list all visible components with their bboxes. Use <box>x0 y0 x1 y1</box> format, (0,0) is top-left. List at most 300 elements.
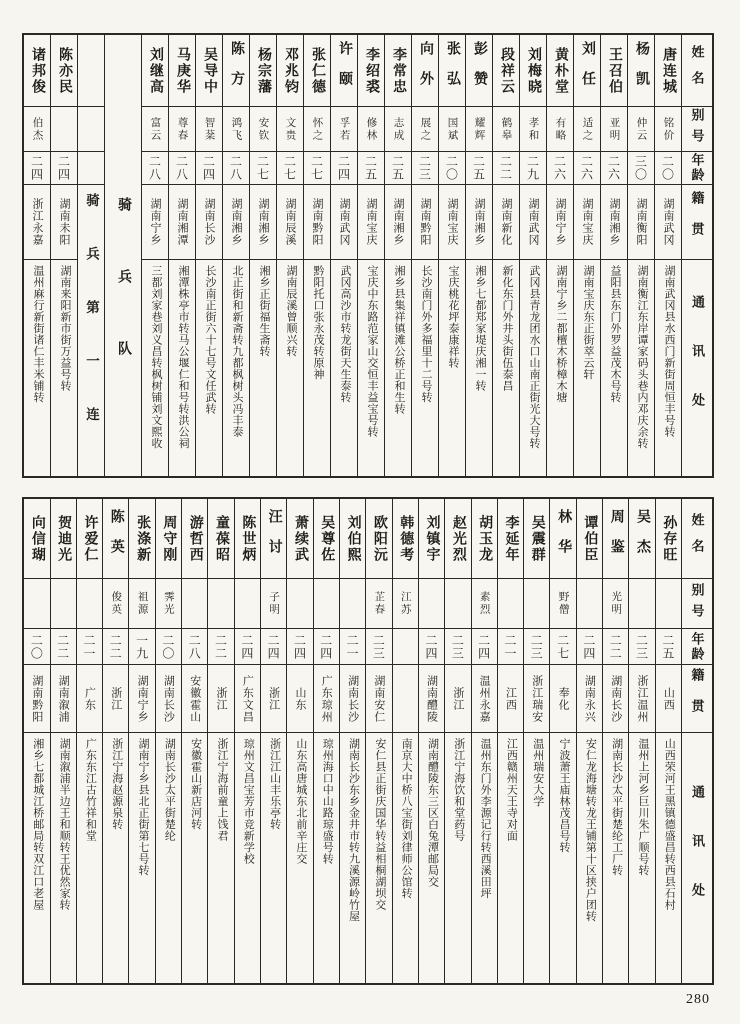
empty-cell <box>78 152 104 185</box>
age-cell: 二二 <box>493 152 519 185</box>
native-cell: 广东 <box>77 665 102 733</box>
header-column <box>681 499 712 983</box>
name-cell: 杨凯 <box>628 35 654 107</box>
empty-cell <box>78 107 104 152</box>
contact-cell: 新化东门外井头街伍泰昌 <box>500 265 513 392</box>
entry-column <box>384 35 411 476</box>
alias-cell <box>629 579 654 629</box>
contact-cell: 琼州海口中山路琼盛号转 <box>321 738 334 865</box>
contact-cell: 宁波萧王庙林茂昌号转 <box>558 738 571 853</box>
age-cell: 二一 <box>340 629 365 665</box>
alias-cell <box>24 579 49 629</box>
age-cell: 二四 <box>51 152 77 185</box>
alias-cell: 光明 <box>603 579 628 629</box>
alias-cell <box>182 579 207 629</box>
name-cell: 张涤新 <box>129 499 154 579</box>
age-cell: 二〇 <box>156 629 181 665</box>
contact-cell: 长沙南门外多福里十二号转 <box>419 265 432 403</box>
name-cell: 李绍裘 <box>358 35 384 107</box>
alias-cell <box>51 107 77 152</box>
age-cell: 二五 <box>656 629 681 665</box>
age-cell: 二四 <box>235 629 260 665</box>
age-cell: 二七 <box>550 629 575 665</box>
name-cell: 张仁德 <box>304 35 330 107</box>
alias-cell <box>340 579 365 629</box>
name-cell: 刘梅晓 <box>520 35 546 107</box>
alias-cell: 芷春 <box>366 579 391 629</box>
native-cell: 广东文昌 <box>235 665 260 733</box>
native-cell: 浙江瑞安 <box>524 665 549 733</box>
contact-cell: 温州东门外李源记行转西溪田坪 <box>479 738 492 899</box>
name-cell: 段祥云 <box>493 35 519 107</box>
native-cell: 湖南辰溪 <box>277 185 303 260</box>
contact-cell: 温州瑞安大学 <box>531 738 544 807</box>
native-cell: 湖南湘乡 <box>466 185 492 260</box>
name-cell: 周守刚 <box>156 499 181 579</box>
name-cell: 刘任 <box>574 35 600 107</box>
column-header-native: 籍贯 <box>682 185 712 260</box>
native-cell: 湖南宝庆 <box>439 185 465 260</box>
alias-cell <box>208 579 233 629</box>
alias-cell <box>524 579 549 629</box>
contact-cell: 安徽霍山新店河转 <box>189 738 202 830</box>
native-cell: 江西 <box>498 665 523 733</box>
contact-cell: 黔阳托口张永茂转原神 <box>311 265 324 380</box>
entry-column <box>418 499 444 983</box>
column-header-contact: 通讯处 <box>690 784 706 932</box>
native-cell: 浙江温州 <box>629 665 654 733</box>
name-cell: 贺迪光 <box>51 499 76 579</box>
alias-cell <box>287 579 312 629</box>
name-cell: 黄朴堂 <box>547 35 573 107</box>
entry-column <box>207 499 233 983</box>
entry-column <box>181 499 207 983</box>
age-cell: 二六 <box>574 152 600 185</box>
native-cell: 湖南湘乡 <box>385 185 411 260</box>
entry-column <box>438 35 465 476</box>
alias-cell: 富云 <box>142 107 168 152</box>
native-cell: 湖南黔阳 <box>304 185 330 260</box>
alias-cell: 霁光 <box>156 579 181 629</box>
column-header-alias: 别号 <box>682 107 712 152</box>
name-cell: 陈英 <box>103 499 128 579</box>
entry-column <box>365 499 391 983</box>
contact-cell: 湖南溆浦半边王和顺转王优然家转 <box>58 738 71 911</box>
alias-cell: 文贵 <box>277 107 303 152</box>
native-cell: 广东琼州 <box>314 665 339 733</box>
name-cell: 马庚华 <box>169 35 195 107</box>
contact-cell: 湖南来阳新市街万益号转 <box>58 265 71 392</box>
entry-column <box>576 499 602 983</box>
name-cell: 林华 <box>550 499 575 579</box>
alias-cell: 鸿飞 <box>223 107 249 152</box>
alias-cell <box>235 579 260 629</box>
contact-cell: 浙江宁海赵源泉转 <box>110 738 123 830</box>
name-cell: 王召伯 <box>601 35 627 107</box>
alias-cell: 野僧 <box>550 579 575 629</box>
contact-cell: 长沙南正街六十七号文任武转 <box>203 265 216 415</box>
native-cell: 湖南宁乡 <box>142 185 168 260</box>
name-cell: 吴尊佐 <box>314 499 339 579</box>
contact-cell: 山西荣河王黑镇德盛昌转西县石村 <box>663 738 676 911</box>
contact-cell: 湖南长沙太平街楚纶 <box>163 738 176 842</box>
name-cell: 杨宗藩 <box>250 35 276 107</box>
contact-cell: 湖南长沙太平街楚纶工厂转 <box>610 738 623 876</box>
alias-cell: 素烈 <box>472 579 497 629</box>
age-cell: 二一 <box>77 629 102 665</box>
native-cell: 湖南醴陵 <box>419 665 444 733</box>
age-cell: 二三 <box>366 629 391 665</box>
age-cell: 二二 <box>51 629 76 665</box>
contact-cell: 浙江宁海饮和堂药号 <box>452 738 465 842</box>
entry-column <box>76 499 102 983</box>
age-cell: 二二 <box>103 629 128 665</box>
entry-column <box>444 499 470 983</box>
native-cell: 浙江 <box>261 665 286 733</box>
contact-cell: 广东东江古竹祥和堂 <box>84 738 97 842</box>
alias-cell <box>498 579 523 629</box>
name-cell: 游哲西 <box>182 499 207 579</box>
entry-column <box>411 35 438 476</box>
name-cell: 陈亦民 <box>51 35 77 107</box>
empty-cell <box>78 35 104 107</box>
entry-column <box>600 35 627 476</box>
alias-cell: 亚明 <box>601 107 627 152</box>
entry-column <box>573 35 600 476</box>
age-cell: 二一 <box>498 629 523 665</box>
alias-cell: 江苏 <box>393 579 418 629</box>
contact-cell: 湖南宁乡县北正街第七号转 <box>137 738 150 876</box>
age-cell: 二五 <box>466 152 492 185</box>
contact-cell: 湘潭株亭市转马公堰仁和号转洪公祠 <box>176 265 189 449</box>
contact-cell: 宝庆桃花坪泰康祥转 <box>446 265 459 369</box>
column-header-name: 姓名 <box>682 499 712 579</box>
entry-column <box>465 35 492 476</box>
entry-column <box>303 35 330 476</box>
age-cell: 二四 <box>577 629 602 665</box>
contact-cell: 湖南衡江东岸谭家码头巷内邓庆余转 <box>635 265 648 449</box>
contact-cell: 湖南辰溪曾顺兴转 <box>284 265 297 357</box>
age-cell: 二九 <box>520 152 546 185</box>
entry-column <box>50 499 76 983</box>
age-cell: 二四 <box>331 152 357 185</box>
entry-column <box>222 35 249 476</box>
entry-column <box>497 499 523 983</box>
entry-column <box>128 499 154 983</box>
alias-cell: 展之 <box>412 107 438 152</box>
age-cell: 二二 <box>208 629 233 665</box>
directory-table-bottom <box>22 497 714 985</box>
native-cell: 湖南武冈 <box>520 185 546 260</box>
age-cell: 二〇 <box>439 152 465 185</box>
age-cell: 二六 <box>547 152 573 185</box>
alias-cell: 有略 <box>547 107 573 152</box>
native-cell: 湖南湘乡 <box>223 185 249 260</box>
native-cell: 温州永嘉 <box>472 665 497 733</box>
name-cell: 张弘 <box>439 35 465 107</box>
age-cell: 二三 <box>445 629 470 665</box>
native-cell: 湖南永兴 <box>577 665 602 733</box>
name-cell: 胡玉龙 <box>472 499 497 579</box>
name-cell: 许爱仁 <box>77 499 102 579</box>
alias-cell: 祖源 <box>129 579 154 629</box>
entry-column <box>392 499 418 983</box>
native-cell: 湖南长沙 <box>603 665 628 733</box>
alias-cell: 铭价 <box>655 107 681 152</box>
native-cell: 浙江 <box>103 665 128 733</box>
native-cell: 湖南宁乡 <box>547 185 573 260</box>
native-cell: 湖南新化 <box>493 185 519 260</box>
name-cell: 谭伯臣 <box>577 499 602 579</box>
entry-column <box>168 35 195 476</box>
entry-column <box>155 499 181 983</box>
name-cell: 李常忠 <box>385 35 411 107</box>
entry-column <box>523 499 549 983</box>
native-cell: 湖南未阳 <box>51 185 77 260</box>
native-cell: 湖南长沙 <box>340 665 365 733</box>
age-cell: 二三 <box>629 629 654 665</box>
age-cell: 二八 <box>182 629 207 665</box>
entry-column <box>627 35 654 476</box>
entry-column <box>339 499 365 983</box>
name-cell: 向信瑚 <box>24 499 49 579</box>
contact-cell: 琼州文昌宝芳市竞新学校 <box>242 738 255 865</box>
native-cell: 湖南溆浦 <box>51 665 76 733</box>
name-cell: 唐连城 <box>655 35 681 107</box>
column-header-age: 年龄 <box>682 152 712 185</box>
name-cell: 汪讨 <box>261 499 286 579</box>
alias-cell: 适之 <box>574 107 600 152</box>
alias-cell: 鹤皋 <box>493 107 519 152</box>
age-cell: 二〇 <box>24 629 49 665</box>
alias-cell: 伯杰 <box>24 107 50 152</box>
column-header-age: 年龄 <box>682 629 712 665</box>
name-cell: 欧阳沅 <box>366 499 391 579</box>
entry-column <box>260 499 286 983</box>
alias-cell <box>419 579 444 629</box>
alias-cell: 孚若 <box>331 107 357 152</box>
contact-cell: 宝庆中东路范家山交恒丰益宝号转 <box>365 265 378 438</box>
alias-cell: 耀辉 <box>466 107 492 152</box>
age-cell: 二七 <box>277 152 303 185</box>
directory-table-top <box>22 33 714 478</box>
header-column <box>681 35 712 476</box>
native-cell: 湖南宝庆 <box>358 185 384 260</box>
page-number: 280 <box>686 992 710 1007</box>
column-header-native: 籍贯 <box>682 665 712 733</box>
contact-cell: 武冈高沙市转龙街天生泰转 <box>338 265 351 403</box>
native-cell: 浙江永嘉 <box>24 185 50 260</box>
contact-cell: 湘乡七都郑家堤庆湘一转 <box>473 265 486 392</box>
native-cell: 浙江 <box>208 665 233 733</box>
native-cell: 湖南湘潭 <box>169 185 195 260</box>
contact-cell: 山东高唐城东北前辛庄交 <box>294 738 307 865</box>
age-cell: 二五 <box>358 152 384 185</box>
column-header-alias: 别号 <box>682 579 712 629</box>
age-cell: 二四 <box>472 629 497 665</box>
entry-column <box>234 499 260 983</box>
alias-cell <box>51 579 76 629</box>
contact-cell: 北正街和新斋转九都枫树头冯丰泰 <box>230 265 243 438</box>
section-label: 骑兵队 <box>116 197 131 413</box>
name-cell: 孙存旺 <box>656 499 681 579</box>
alias-cell <box>314 579 339 629</box>
contact-cell: 湖南武冈县水西门新街周恒丰号转 <box>662 265 675 438</box>
name-cell: 许颐 <box>331 35 357 107</box>
contact-cell: 益阳县东门外罗益茂木号转 <box>608 265 621 403</box>
age-cell: 二八 <box>169 152 195 185</box>
alias-cell: 俊英 <box>103 579 128 629</box>
contact-cell: 三都刘家巷刘义昌转枫树铺刘文熙收 <box>149 265 162 449</box>
name-cell: 赵光烈 <box>445 499 470 579</box>
contact-cell: 安仁龙海塘转龙王铺第十区挟户团转 <box>584 738 597 922</box>
entry-column <box>286 499 312 983</box>
native-cell: 湖南黔阳 <box>412 185 438 260</box>
alias-cell: 仲云 <box>628 107 654 152</box>
age-cell: 一九 <box>129 629 154 665</box>
age-cell: 二六 <box>601 152 627 185</box>
age-cell: 三〇 <box>628 152 654 185</box>
entry-column <box>492 35 519 476</box>
age-cell: 二二 <box>603 629 628 665</box>
contact-cell: 温州麻行新街诸仁丰米铺转 <box>31 265 44 403</box>
entry-column <box>519 35 546 476</box>
name-cell: 诸邦俊 <box>24 35 50 107</box>
name-cell: 陈方 <box>223 35 249 107</box>
column-header-name: 姓名 <box>682 35 712 107</box>
contact-cell: 浙江江山丰乐亭转 <box>268 738 281 830</box>
entry-column <box>549 499 575 983</box>
native-cell: 安徽霍山 <box>182 665 207 733</box>
alias-cell: 子明 <box>261 579 286 629</box>
name-cell: 彭赞 <box>466 35 492 107</box>
age-cell: 二七 <box>250 152 276 185</box>
alias-cell: 怀之 <box>304 107 330 152</box>
age-cell: 二三 <box>412 152 438 185</box>
age-cell: 二五 <box>385 152 411 185</box>
age-cell: 二〇 <box>655 152 681 185</box>
entry-column <box>655 499 681 983</box>
entry-column <box>50 35 77 476</box>
entry-column <box>357 35 384 476</box>
age-cell: 二三 <box>524 629 549 665</box>
name-cell: 周鉴 <box>603 499 628 579</box>
contact-cell: 温州上河乡巨川朱广顺号转 <box>636 738 649 876</box>
contact-cell: 江西赣州天王寺对面 <box>505 738 518 842</box>
alias-cell <box>77 579 102 629</box>
age-cell: 二八 <box>142 152 168 185</box>
name-cell: 吴震群 <box>524 499 549 579</box>
native-cell: 山西 <box>656 665 681 733</box>
alias-cell: 志成 <box>385 107 411 152</box>
entry-column <box>546 35 573 476</box>
native-cell: 湖南安仁 <box>366 665 391 733</box>
alias-cell <box>656 579 681 629</box>
native-cell: 湖南衡阳 <box>628 185 654 260</box>
native-cell: 湖南长沙 <box>196 185 222 260</box>
entry-column <box>141 35 168 476</box>
entry-column <box>313 499 339 983</box>
contact-cell: 湖南长沙东乡金井市转九溪源岭竹屋 <box>347 738 360 922</box>
entry-column <box>276 35 303 476</box>
alias-cell <box>445 579 470 629</box>
contact-cell: 湖南宝庆东正街萃云轩 <box>581 265 594 380</box>
native-cell: 奉化 <box>550 665 575 733</box>
alias-cell: 智棻 <box>196 107 222 152</box>
native-cell: 湖南宝庆 <box>574 185 600 260</box>
name-cell: 刘继高 <box>142 35 168 107</box>
alias-cell: 修林 <box>358 107 384 152</box>
entry-column <box>471 499 497 983</box>
contact-cell: 湘乡县集祥镇滩公桥正和生转 <box>392 265 405 415</box>
name-cell: 向外 <box>412 35 438 107</box>
alias-cell: 孝和 <box>520 107 546 152</box>
column-header-contact: 通讯处 <box>690 294 706 442</box>
name-cell: 童葆昭 <box>208 499 233 579</box>
age-cell: 二四 <box>261 629 286 665</box>
alias-cell <box>577 579 602 629</box>
native-cell: 山东 <box>287 665 312 733</box>
entry-column <box>249 35 276 476</box>
alias-cell: 尊春 <box>169 107 195 152</box>
contact-cell: 安仁县正街庆国华转益相桐湖坝交 <box>373 738 386 911</box>
name-cell: 陈世炳 <box>235 499 260 579</box>
native-cell: 湖南黔阳 <box>24 665 49 733</box>
entry-column <box>602 499 628 983</box>
native-cell: 湖南湘乡 <box>601 185 627 260</box>
entry-column <box>102 499 128 983</box>
age-cell: 二七 <box>304 152 330 185</box>
contact-cell: 浙江宁海前童上饯君 <box>215 738 228 842</box>
entry-column <box>628 499 654 983</box>
contact-cell: 武冈县青龙团水口山南正街光大号转 <box>527 265 540 449</box>
name-cell: 刘镇宇 <box>419 499 444 579</box>
native-cell: 湖南湘乡 <box>250 185 276 260</box>
native-cell: 湖南武冈 <box>655 185 681 260</box>
contact-cell: 湖南宁乡二都檀木桥樟木塘 <box>554 265 567 403</box>
alias-cell: 安钦 <box>250 107 276 152</box>
name-cell: 吴导中 <box>196 35 222 107</box>
native-cell: 湖南武冈 <box>331 185 357 260</box>
native-cell: 浙江 <box>445 665 470 733</box>
section-label: 骑兵第一连 <box>84 193 99 461</box>
name-cell: 邓兆钧 <box>277 35 303 107</box>
age-cell <box>393 629 418 665</box>
contact-cell: 湖南醴陵东三区白兔潭邮局交 <box>426 738 439 888</box>
contact-cell: 湘乡七都城江桥邮局转双江口老屋 <box>31 738 44 911</box>
section-column <box>104 35 141 476</box>
age-cell: 二四 <box>314 629 339 665</box>
age-cell: 二四 <box>287 629 312 665</box>
age-cell: 二四 <box>24 152 50 185</box>
age-cell: 二四 <box>196 152 222 185</box>
native-cell <box>393 665 418 733</box>
name-cell: 萧续武 <box>287 499 312 579</box>
entry-column <box>330 35 357 476</box>
native-cell: 湖南宁乡 <box>129 665 154 733</box>
name-cell: 李延年 <box>498 499 523 579</box>
contact-cell: 湘乡正街福生斋转 <box>257 265 270 357</box>
entry-column <box>654 35 681 476</box>
entry-column <box>195 35 222 476</box>
native-cell: 湖南长沙 <box>156 665 181 733</box>
entry-column <box>24 499 49 983</box>
entry-column <box>24 35 50 476</box>
age-cell: 二八 <box>223 152 249 185</box>
alias-cell: 国斌 <box>439 107 465 152</box>
name-cell: 吴杰 <box>629 499 654 579</box>
name-cell: 韩德考 <box>393 499 418 579</box>
